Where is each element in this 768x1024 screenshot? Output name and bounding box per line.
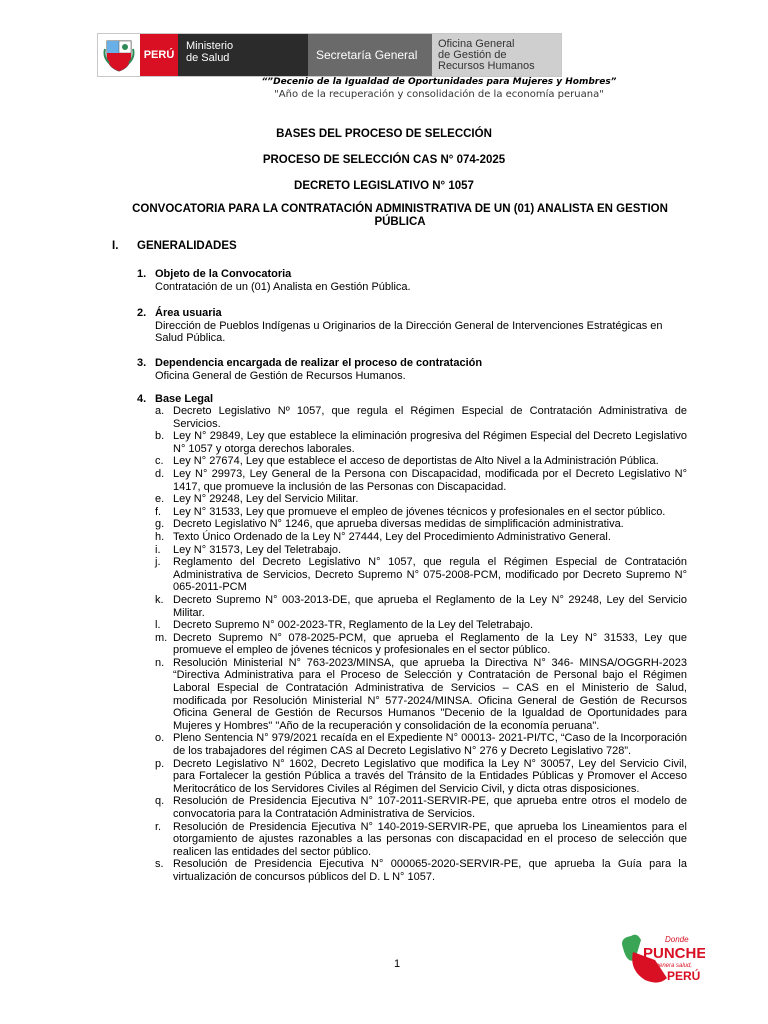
legal-list: [155, 405, 687, 884]
legal-item-letter: l.: [155, 619, 161, 632]
svg-text:Donde: Donde: [665, 935, 689, 944]
ministerio-label: Ministerio de Salud: [178, 34, 308, 76]
legal-item: [155, 795, 687, 820]
legal-item-letter: e.: [155, 493, 165, 506]
legal-item-text: Resolución de Presidencia Ejecutiva N° 107-2011-SERVIR-PE, que aprueba entre otros el modelo de convocatoria para la Contratación Administrativa de Servicios.: [173, 795, 687, 820]
peru-label: PERÚ: [140, 34, 178, 76]
legal-item-text: Resolución Ministerial N° 763-2023/MINSA, que aprueba la Directiva N° 346- MINSA/OGGRH-2023 “Directiva Administrativa para el Proceso de Selección y Contratación de Personal bajo el Régimen Laboral Especial de Contratación Administrativa de Servicios – CAS en el Ministerio de Salud, modificada por Resolución Ministerial N° 577-2024/MINSA. Oficina General de Gestión de Recursos Oficina General de Gestión de Recursos Humanos "Decenio de la Igualdad de Oportunidades para Mujeres y Hombres" "Año de la recuperación y consolidación de la economía peruana".: [173, 656, 687, 732]
legal-item-letter: q.: [155, 795, 165, 808]
legal-item-letter: i.: [155, 543, 161, 556]
legal-item-text: Pleno Sentencia N° 979/2021 recaída en el Expediente N° 00013- 2021-PI/TC, “Caso de la Incorporación de los trabajadores del régimen CAS al Decreto Legislativo N° 276 y Decreto Legislativo 728”.: [173, 732, 687, 758]
legal-item: [155, 657, 687, 733]
svg-text:PERÚ: PERÚ: [667, 969, 701, 983]
legal-item-letter: n.: [155, 656, 165, 669]
legal-item: [155, 632, 687, 657]
item-objeto: 1. Objeto de la Convocatoria Contratación de un (01) Analista en Gestión Pública.: [137, 268, 411, 293]
legal-item-text: Ley N° 29248, Ley del Servicio Militar.: [173, 493, 359, 506]
legal-item-letter: c.: [155, 455, 164, 468]
legal-item: [155, 821, 687, 859]
legal-item-letter: p.: [155, 757, 165, 770]
item-area-usuaria: 2. Área usuaria Dirección de Pueblos Indígenas u Originarios de la Dirección General de Intervenciones Estratégicas en Salud Pública.: [137, 307, 663, 344]
legal-item-letter: d.: [155, 467, 165, 480]
legal-item: [155, 506, 687, 519]
legal-item-text: Ley N° 31573, Ley del Teletrabajo.: [173, 543, 342, 556]
legal-item-letter: g.: [155, 518, 165, 531]
legal-item-letter: j.: [155, 556, 161, 569]
svg-text:y genera salud,: y genera salud,: [651, 963, 693, 969]
legal-item-text: Decreto Legislativo N° 1602, Decreto Legislativo que modifica la Ley N° 30057, Ley del Servicio Civil, para Fortalecer la gestión Pública a través del Tránsito de la Entidades Públicas y Promover el Acceso Meritocrático de los Servidores Civiles al Régimen del Servicio Civil, y dicta otras disposiciones.: [173, 757, 687, 795]
legal-item: [155, 455, 687, 468]
legal-item-letter: k.: [155, 593, 164, 606]
header-banner: [97, 33, 562, 77]
title-proceso: PROCESO DE SELECCIÓN CAS N° 074-2025: [262, 154, 506, 166]
legal-item-letter: m.: [155, 631, 168, 644]
legal-item-letter: o.: [155, 732, 165, 745]
legal-item-text: Reglamento del Decreto Legislativo N° 1057, que regula el Régimen Especial de Contratación Administrativa de Servicios, Decreto Supremo N° 075-2008-PCM, modificado por Decreto Supremo N° 065-2011-PCM: [173, 556, 687, 594]
legal-item: [155, 619, 687, 632]
legal-item: [155, 594, 687, 619]
legal-item-letter: a.: [155, 405, 165, 417]
section-title: GENERALIDADES: [137, 240, 237, 252]
legal-item: [155, 531, 687, 544]
item-dependencia: 3. Dependencia encargada de realizar el proceso de contratación Oficina General de Gestión de Recursos Humanos.: [137, 357, 483, 382]
legal-item-text: Resolución de Presidencia Ejecutiva N° 140-2019-SERVIR-PE, que aprueba los Lineamientos para el otorgamiento de ajustes razonables a las personas con discapacidad en el proceso de selección que realicen las entidades del sector público.: [173, 820, 687, 858]
legal-item-letter: b.: [155, 430, 165, 443]
legal-item: [155, 468, 687, 493]
legal-item: [155, 758, 687, 796]
legal-item-text: Decreto Legislativo Nº 1057, que regula el Régimen Especial de Contratación Administrativa de Servicios.: [173, 405, 687, 430]
oficina-label: Oficina General de Gestión de Recursos Humanos: [432, 34, 561, 76]
legal-item-text: Ley N° 29849, Ley que establece la eliminación progresiva del Régimen Especial del Decreto Legislativo N° 1057 y otorga derechos laborales.: [173, 430, 687, 455]
legal-item-text: Decreto Legislativo N° 1246, que aprueba diversas medidas de simplificación administrativa.: [173, 518, 624, 531]
legal-item: [155, 493, 687, 506]
legal-item: [155, 405, 687, 430]
anio-motto: "Año de la recuperación y consolidación de la economía peruana": [274, 89, 604, 100]
legal-item-text: Decreto Supremo N° 002-2023-TR, Reglamento de la Ley del Teletrabajo.: [173, 619, 534, 632]
svg-text:PUNCHE: PUNCHE: [643, 945, 705, 962]
legal-item: [155, 732, 687, 757]
legal-item-text: Texto Único Ordenado de la Ley N° 27444, Ley del Procedimiento Administrativo General.: [173, 530, 611, 543]
legal-item-text: Ley N° 29973, Ley General de la Persona con Discapacidad, modificada por el Decreto Legislativo N° 1417, que promueve la inclusión de las Personas con Discapacidad.: [173, 467, 687, 493]
punche-peru-logo: [615, 930, 705, 990]
legal-item: [155, 544, 687, 557]
legal-item-letter: s.: [155, 858, 164, 871]
legal-item-letter: h.: [155, 530, 165, 543]
legal-item-text: Ley N° 27674, Ley que establece el acceso de deportistas de Alto Nivel a la Administración Pública.: [173, 455, 659, 468]
legal-item-text: Decreto Supremo N° 003-2013-DE, que aprueba el Reglamento de la Ley N° 29248, Ley del Servicio Militar.: [173, 593, 687, 619]
legal-item: [155, 858, 687, 883]
legal-item: [155, 556, 687, 594]
secretaria-label: Secretaría General: [308, 34, 432, 76]
legal-item: [155, 518, 687, 531]
legal-item: [155, 430, 687, 455]
title-decreto: DECRETO LEGISLATIVO N° 1057: [294, 180, 474, 192]
legal-item-text: Ley N° 31533, Ley que promueve el empleo de jóvenes técnicos y profesionales en el sector público.: [173, 505, 666, 518]
coat-of-arms-icon: [98, 34, 140, 76]
title-convocatoria: CONVOCATORIA PARA LA CONTRATACIÓN ADMINISTRATIVA DE UN (01) ANALISTA EN GESTION PÚBLICA: [132, 203, 668, 228]
item-base-legal: 4. Base Legal: [137, 393, 214, 405]
legal-item-letter: r.: [155, 820, 162, 833]
legal-item-text: Decreto Supremo N° 078-2025-PCM, que aprueba el Reglamento de la Ley N° 31533, Ley que promueve el empleo de jóvenes técnicos y profesionales en el sector público.: [173, 631, 687, 657]
legal-item-text: Resolución de Presidencia Ejecutiva N° 000065-2020-SERVIR-PE, que aprueba la Guía para la virtualización de concursos públicos del D. L N° 1057.: [173, 858, 687, 883]
section-number: I.: [112, 240, 119, 252]
title-bases: BASES DEL PROCESO DE SELECCIÓN: [276, 128, 492, 140]
legal-item-letter: f.: [155, 505, 162, 518]
decenio-motto: “”Decenio de la Igualdad de Oportunidades para Mujeres y Hombres”: [261, 77, 617, 87]
page-number: 1: [393, 958, 401, 970]
